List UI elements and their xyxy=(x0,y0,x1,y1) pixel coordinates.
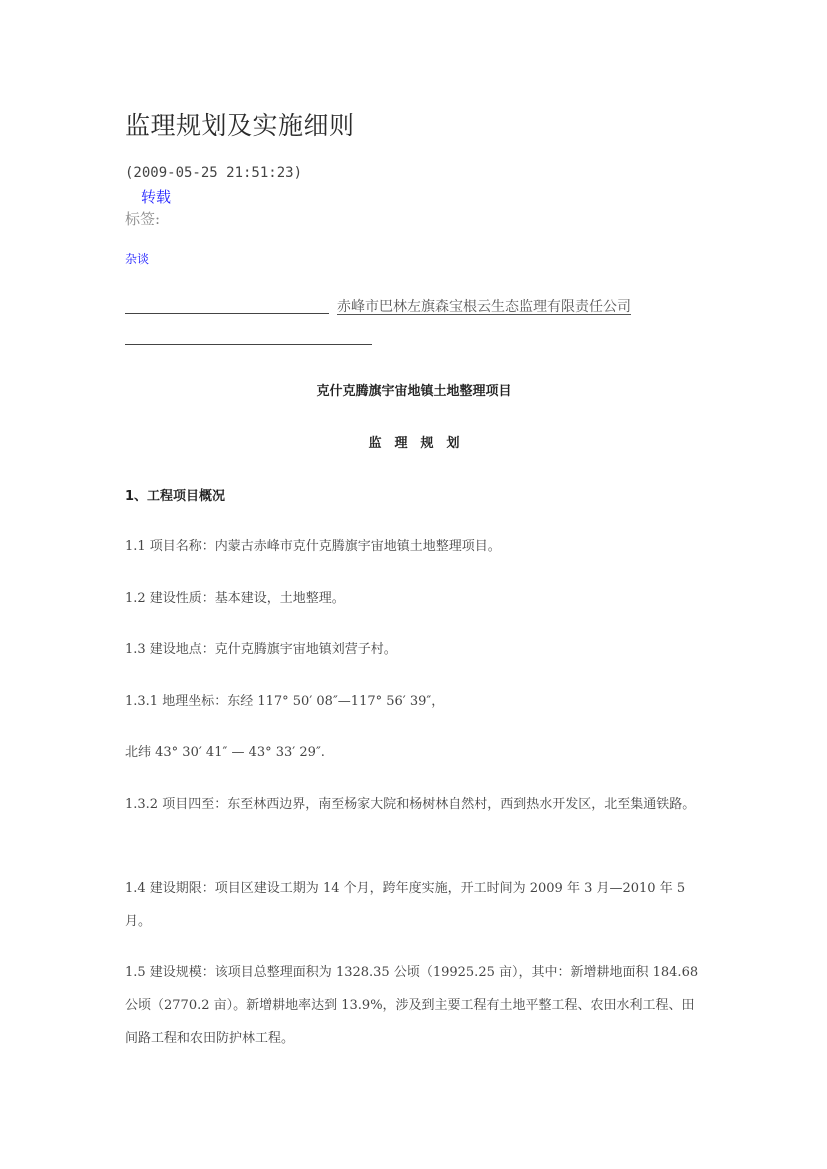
repost-link[interactable]: 转载 xyxy=(141,188,172,206)
paragraph: 1.5 建设规模：该项目总整理面积为 1328.35 公顷（19925.25 亩），其中：新增耕地面积 184.68 公顷（2770.2 亩）。新增耕地率达到 13.9%，涉及到主要工程有土地平整工程、农田水利工程、田间路工程和农田防护林工程。 xyxy=(125,965,699,1046)
divider-line xyxy=(125,313,329,314)
article-title: 监理规划及实施细则 xyxy=(125,111,355,140)
tags-label: 标签: xyxy=(125,210,161,228)
project-title: 克什克腾旗宇宙地镇土地整理项目 xyxy=(316,384,512,399)
paragraph: 北纬 43° 30′ 41″ — 43° 33′ 29″. xyxy=(125,745,325,760)
divider-line xyxy=(125,344,372,345)
document-heading: 监 理 规 划 xyxy=(368,436,460,451)
paragraph: 1.3 建设地点：克什克腾旗宇宙地镇刘营子村。 xyxy=(125,642,397,657)
paragraph: 1.1 项目名称：内蒙古赤峰市克什克腾旗宇宙地镇土地整理项目。 xyxy=(125,539,501,554)
paragraph: 1.2 建设性质：基本建设，土地整理。 xyxy=(125,591,345,606)
post-timestamp: (2009-05-25 21:51:23) xyxy=(125,165,303,181)
tag-link[interactable]: 杂谈 xyxy=(125,252,150,266)
paragraph: 1.4 建设期限：项目区建设工期为 14 个月，跨年度实施，开工时间为 2009 年 3 月—2010 年 5 月。 xyxy=(125,881,686,929)
paragraph: 1.3.2 项目四至：东至林西边界，南至杨家大院和杨树林自然村，西到热水开发区，北至集通铁路。 xyxy=(125,797,696,812)
paragraph: 1.3.1 地理坐标：东经 117° 50′ 08″—117° 56′ 39″， xyxy=(125,694,445,709)
company-name: 赤峰市巴林左旗森宝根云生态监理有限责任公司 xyxy=(337,299,631,315)
section-heading: 1、工程项目概况 xyxy=(125,489,226,504)
